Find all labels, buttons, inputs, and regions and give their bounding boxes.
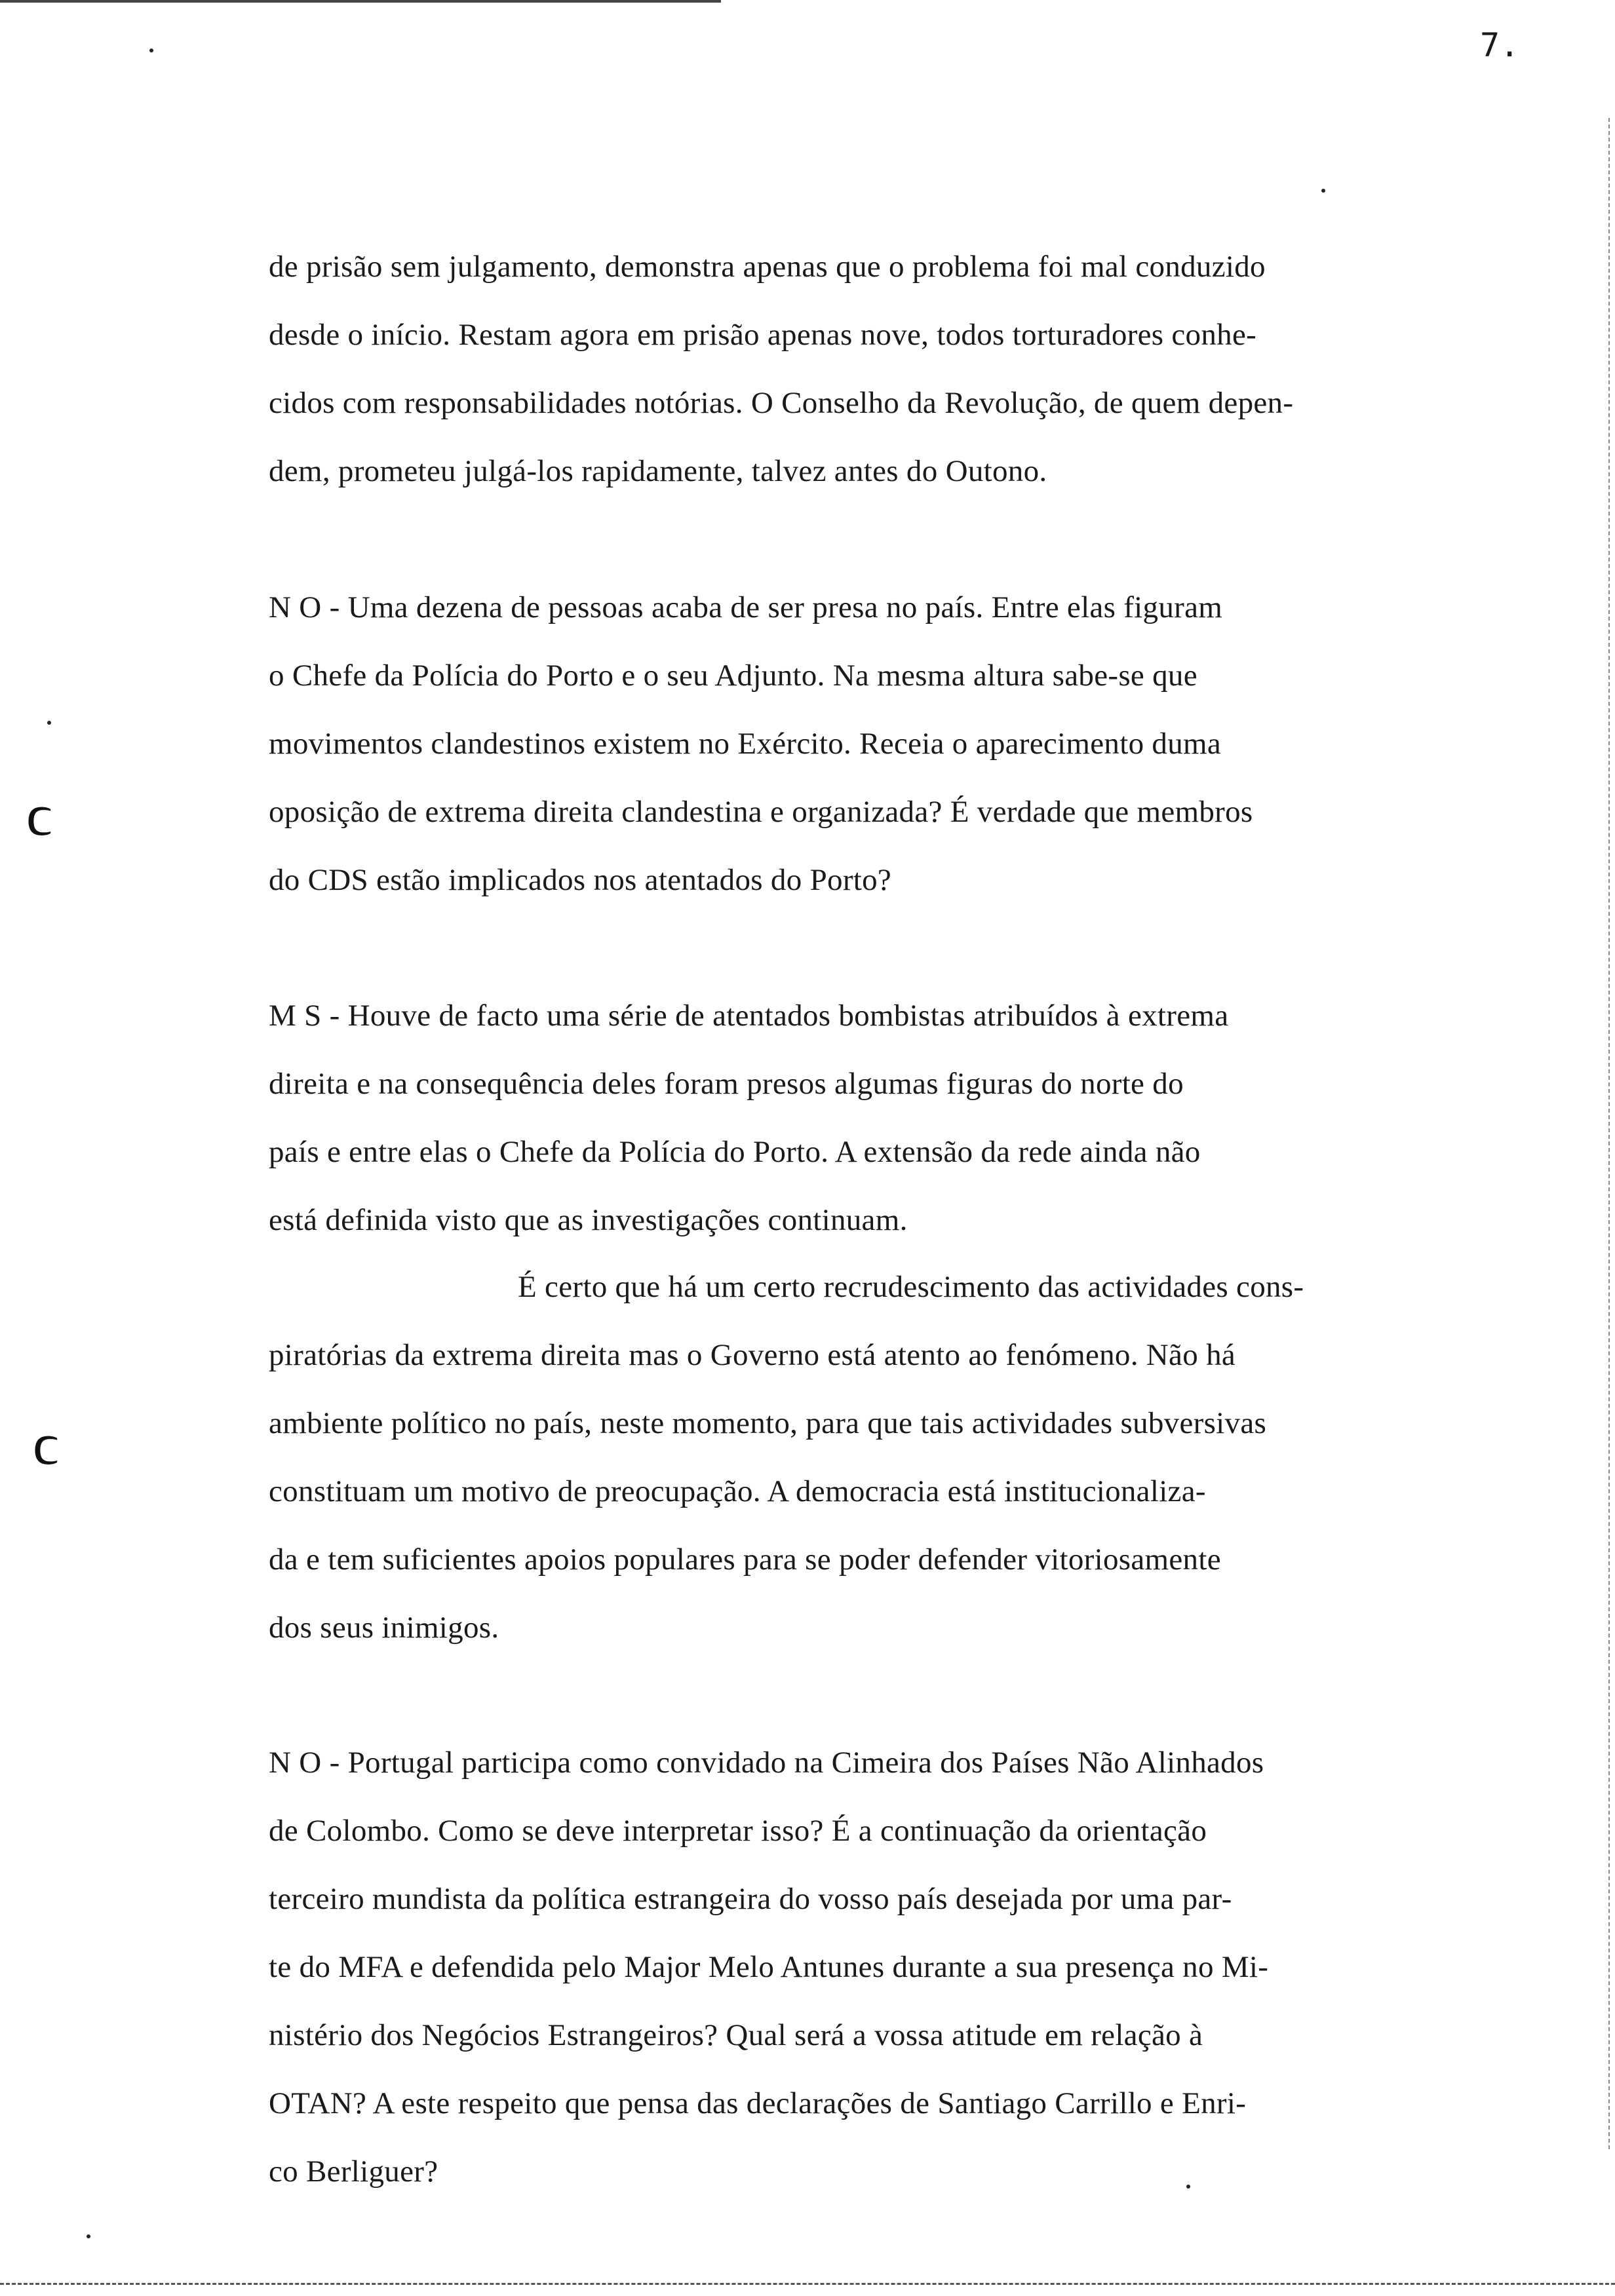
page-number: 7. xyxy=(1480,26,1520,64)
text-line: te do MFA e defendida pelo Major Melo Antunes durante a sua presença no Mi- xyxy=(269,1950,1269,1984)
text-line: co Berliguer? xyxy=(269,2154,438,2189)
paragraph xyxy=(269,233,1573,505)
text-line: dos seus inimigos. xyxy=(269,1611,499,1645)
text-line: É certo que há um certo recrudescimento das actividades cons- xyxy=(518,1270,1304,1304)
margin-hole-mark: ϲ xyxy=(33,1412,59,1477)
text-line: terceiro mundista da política estrangeira do vosso país desejada por uma par- xyxy=(269,1882,1232,1916)
scan-speck xyxy=(87,2234,90,2238)
text-line: está definida visto que as investigações continuam. xyxy=(269,1203,908,1237)
text-line: oposição de extrema direita clandestina e organizada? É verdade que membros xyxy=(269,795,1253,829)
scan-speck xyxy=(47,721,51,725)
text-line: direita e na consequência deles foram presos algumas figuras do norte do xyxy=(269,1067,1184,1101)
top-scan-border xyxy=(0,0,721,3)
bottom-scan-border xyxy=(0,2283,1615,2287)
text-line: de Colombo. Como se deve interpretar isso? É a continuação da orientação xyxy=(269,1814,1207,1848)
text-line: país e entre elas o Chefe da Polícia do Porto. A extensão da rede ainda não xyxy=(269,1135,1201,1169)
text-line: de prisão sem julgamento, demonstra apenas que o problema foi mal conduzido xyxy=(269,250,1266,284)
text-line: dem, prometeu julgá-los rapidamente, talvez antes do Outono. xyxy=(269,454,1047,488)
scan-speck xyxy=(149,48,153,52)
text-line: ambiente político no país, neste momento, para que tais actividades subversivas xyxy=(269,1406,1267,1440)
text-line: M S - Houve de facto uma série de atentados bombistas atribuídos à extrema xyxy=(269,999,1229,1033)
text-line: piratórias da extrema direita mas o Governo está atento ao fenómeno. Não há xyxy=(269,1338,1236,1372)
scan-speck xyxy=(1321,189,1325,193)
text-line: cidos com responsabilidades notórias. O Conselho da Revolução, de quem depen- xyxy=(269,386,1294,420)
paragraph-answer xyxy=(269,982,1573,1254)
text-line: movimentos clandestinos existem no Exército. Receia o aparecimento duma xyxy=(269,727,1222,761)
text-line: N O - Uma dezena de pessoas acaba de ser presa no país. Entre elas figuram xyxy=(269,590,1223,624)
right-scan-edge xyxy=(1608,118,1611,2149)
paragraph-question xyxy=(269,573,1573,914)
text-line: o Chefe da Polícia do Porto e o seu Adjunto. Na mesma altura sabe-se que xyxy=(269,659,1197,693)
text-line: da e tem suficientes apoios populares para se poder defender vitoriosamente xyxy=(269,1542,1221,1577)
text-line: nistério dos Negócios Estrangeiros? Qual será a vossa atitude em relação à xyxy=(269,2018,1203,2052)
text-line: do CDS estão implicados nos atentados do Porto? xyxy=(269,863,892,897)
text-line: N O - Portugal participa como convidado na Cimeira dos Países Não Alinhados xyxy=(269,1746,1264,1780)
margin-hole-mark: ϲ xyxy=(26,783,52,848)
text-line: desde o início. Restam agora em prisão apenas nove, todos torturadores conhe- xyxy=(269,318,1257,352)
text-line: constituam um motivo de preocupação. A democracia está institucionaliza- xyxy=(269,1474,1206,1508)
text-line: OTAN? A este respeito que pensa das declarações de Santiago Carrillo e Enri- xyxy=(269,2086,1247,2120)
paragraph-answer-continued xyxy=(269,1253,1573,1662)
paragraph-question xyxy=(269,1729,1573,2206)
